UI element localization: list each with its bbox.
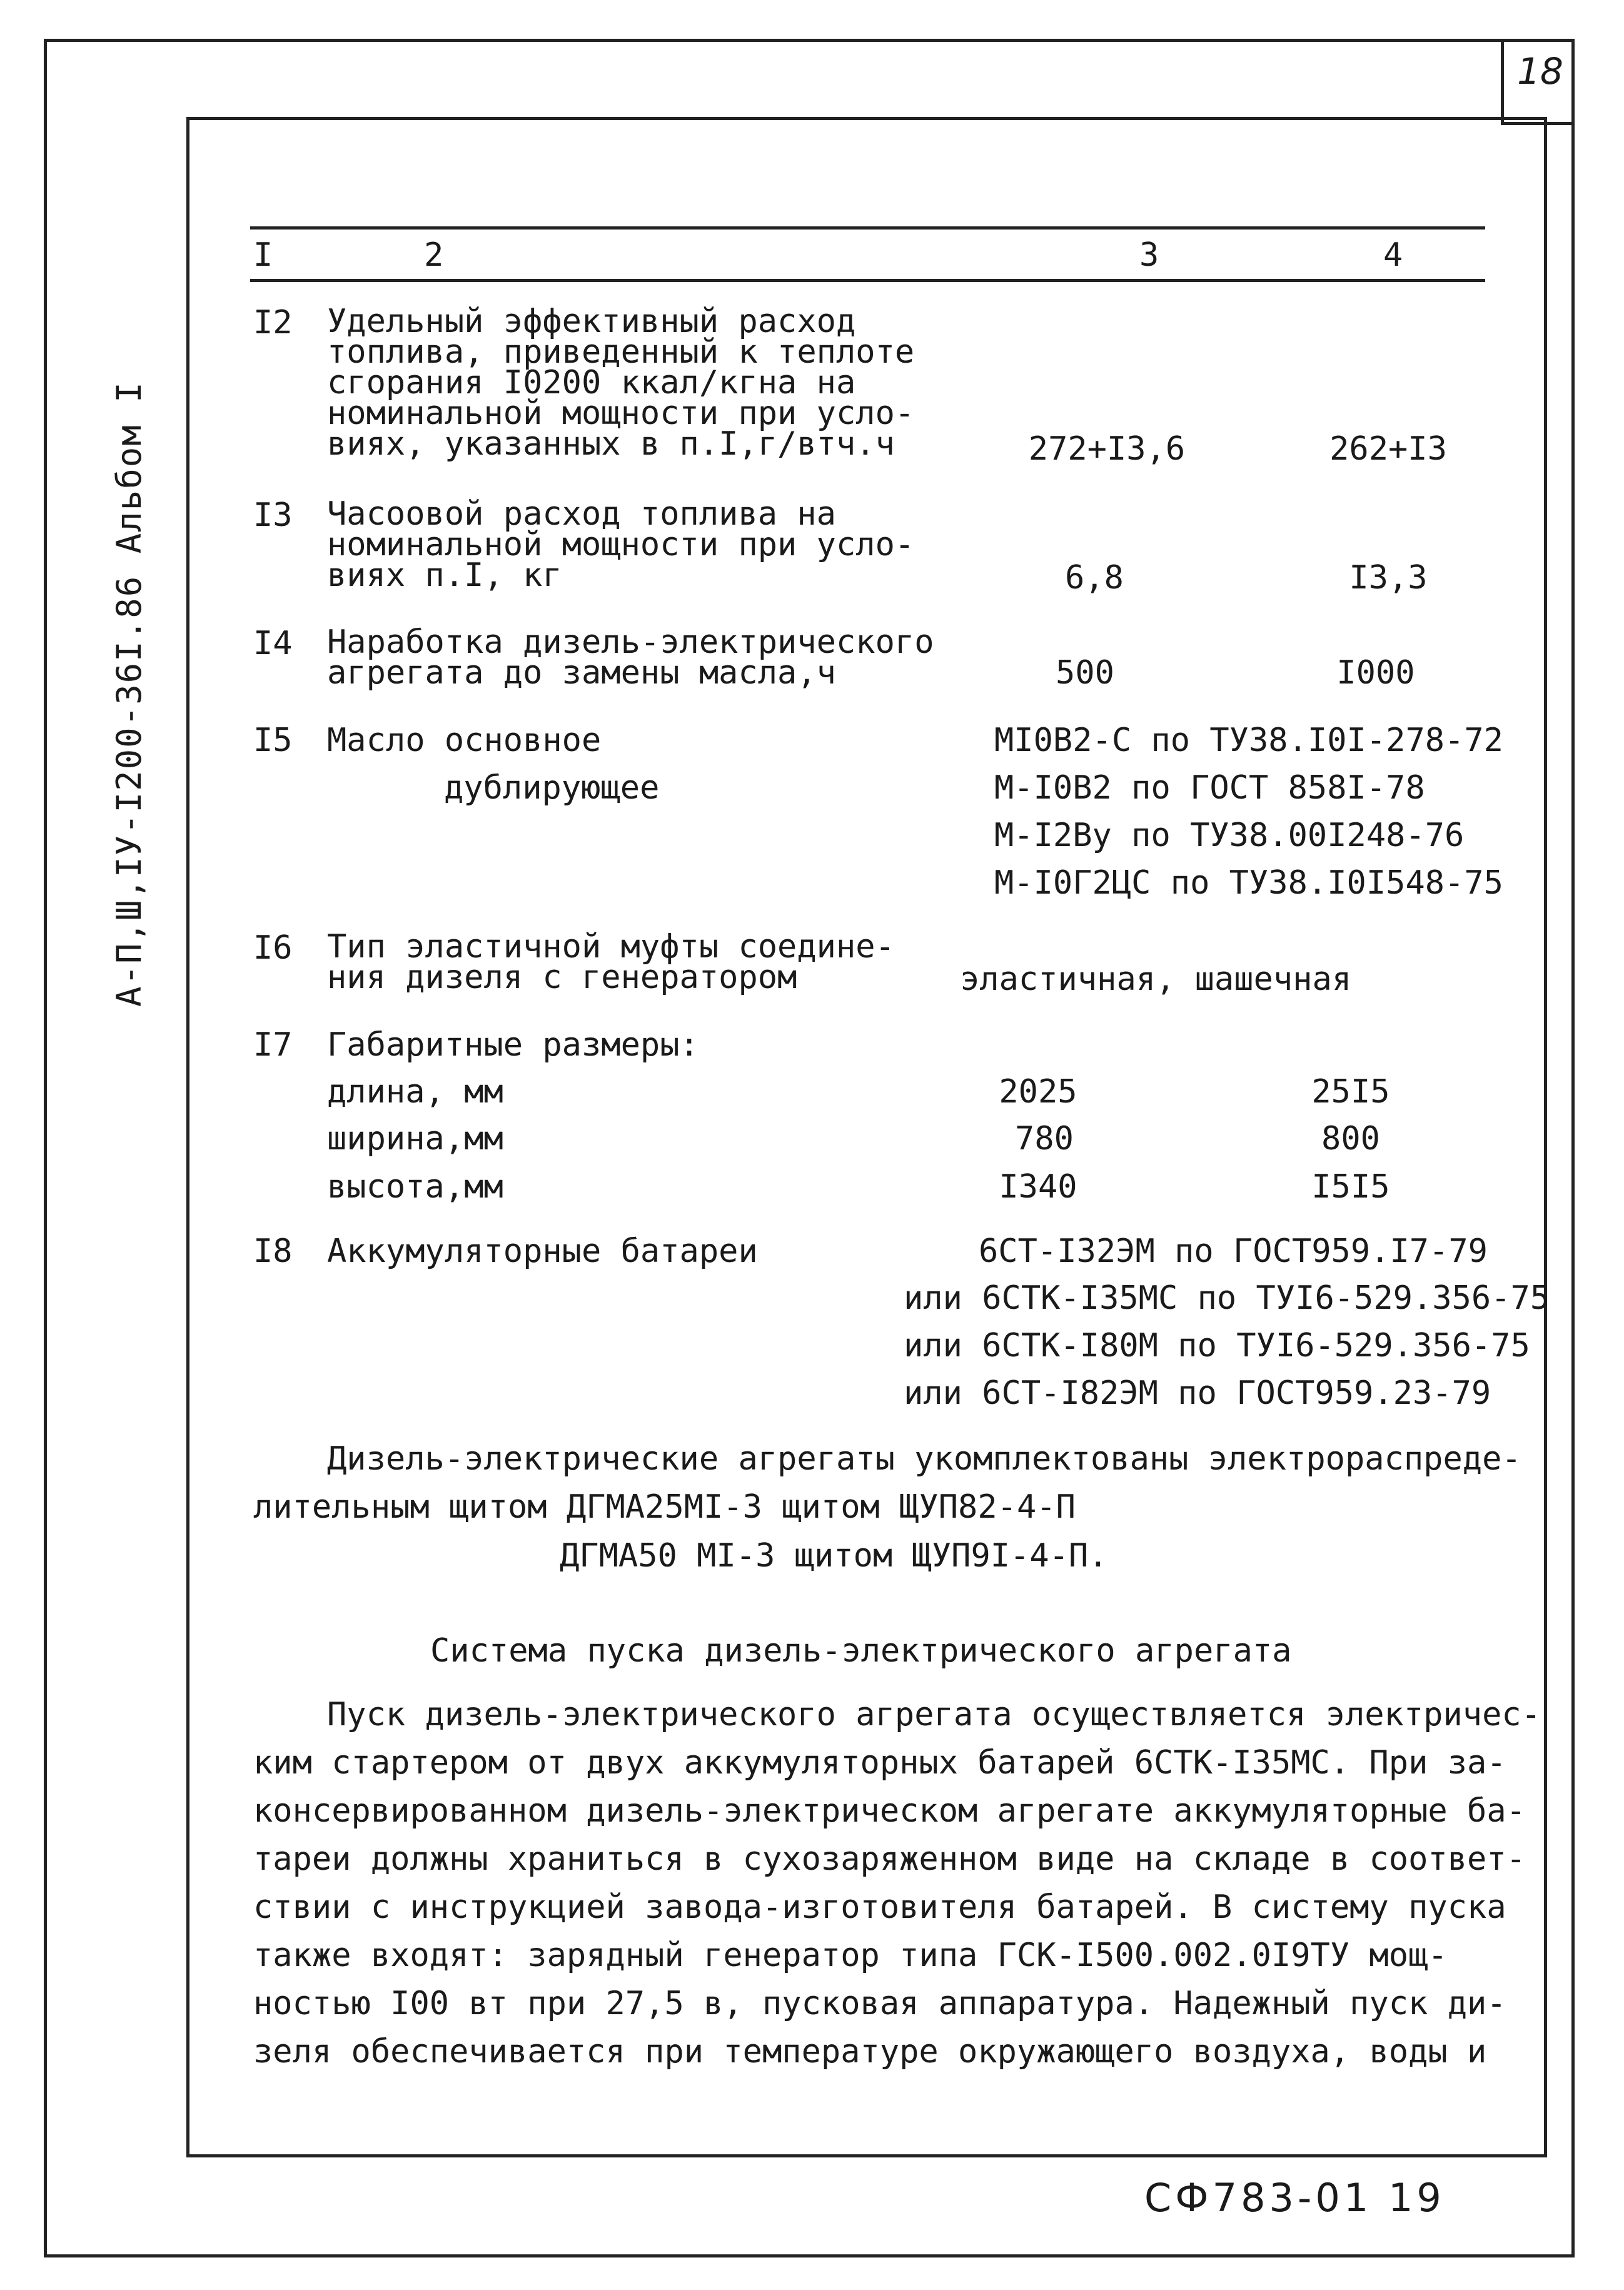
row-value-col3: 272+I3,6: [1028, 430, 1186, 468]
note-line: лительным щитом ДГМА25МI-3 щитом ЩУП82-4-П: [253, 1488, 1076, 1526]
paragraph-line: также входят: зарядный генератор типа ГСК-I500.002.0I9ТУ мощ-: [253, 1937, 1448, 1974]
document-code: СФ783-01 19: [1144, 2175, 1445, 2221]
row-description-line: Тип эластичной муфты соедине-: [327, 928, 895, 966]
battery-option: или 6СТК-I35МС по ТУI6-529.356-75: [904, 1279, 1550, 1317]
dimension-label: ширина,мм: [327, 1120, 503, 1158]
header-col-3: 3: [1139, 236, 1159, 274]
oil-grade: М-I2Ву по ТУ38.00I248-76: [994, 817, 1465, 854]
row-description: [327, 623, 934, 692]
row-value-col4: I000: [1336, 654, 1415, 692]
table-top-rule: [250, 226, 1485, 230]
row-description-line: номинальной мощности при усло-: [327, 525, 915, 563]
row-description-line: Удельный эффективный расход: [327, 303, 856, 340]
oil-main-label: Масло основное: [327, 722, 602, 759]
page-number: 18: [1517, 50, 1563, 93]
dimension-label: длина, мм: [327, 1073, 503, 1111]
table-header-rule: [250, 279, 1485, 282]
paragraph-line: Пуск дизель-электрического агрегата осуществляется электричес-: [327, 1696, 1541, 1733]
battery-option: 6СТ-I32ЭМ по ГОСТ959.I7-79: [979, 1233, 1488, 1270]
row-number: I4: [253, 625, 293, 662]
oil-grade: М-I0Г2ЦС по ТУ38.I0I548-75: [994, 864, 1503, 902]
side-label: А-П,Ш,IУ-I200-36I.86 Альбом I: [109, 381, 149, 1007]
dimension-value-col4: I5I5: [1311, 1168, 1390, 1206]
row-description-line: сгорания I0200 ккал/кгна на: [327, 363, 856, 401]
oil-grade: МI0В2-С по ТУ38.I0I-278-72: [994, 722, 1503, 759]
row-description: [327, 495, 915, 594]
battery-option: или 6СТ-I82ЭМ по ГОСТ959.23-79: [904, 1375, 1491, 1412]
dimension-value-col3: I340: [999, 1168, 1077, 1206]
row-value-col4: 262+I3: [1329, 430, 1447, 468]
oil-grade: М-I0В2 по ГОСТ 858I-78: [994, 769, 1425, 807]
paragraph-line: ствии с инструкцией завода-изготовителя батарей. В систему пуска: [253, 1889, 1506, 1926]
row-number: I5: [253, 722, 293, 759]
row-number: I2: [253, 304, 293, 341]
row-description-line: Наработка дизель-электрического: [327, 623, 934, 661]
battery-option: или 6СТК-I80М по ТУI6-529.356-75: [904, 1327, 1530, 1364]
paragraph-line: ким стартером от двух аккумуляторных батарей 6СТК-I35МС. При за-: [253, 1744, 1506, 1782]
row-number: I3: [253, 497, 293, 534]
coupling-type: эластичная, шашечная: [960, 961, 1352, 998]
row-description-line: топлива, приведенный к теплоте: [327, 333, 915, 371]
dimension-value-col3: 780: [1015, 1120, 1074, 1158]
row-value-col3: 6,8: [1065, 559, 1124, 597]
dimension-value-col4: 800: [1321, 1120, 1380, 1158]
oil-backup-label: дублирующее: [444, 769, 660, 807]
row-value-col3: 500: [1056, 654, 1114, 692]
dimension-value-col3: 2025: [999, 1073, 1077, 1111]
row-description-line: виях, указанных в п.I,г/втч.ч: [327, 425, 895, 463]
row-description-line: ния дизеля с генератором: [327, 958, 797, 996]
paragraph-line: ностью I00 вт при 27,5 в, пусковая аппаратура. Надежный пуск ди-: [253, 1985, 1506, 2022]
row-number: I6: [253, 929, 293, 967]
note-line: ДГМА50 МI-3 щитом ЩУП9I-4-П.: [560, 1537, 1108, 1575]
row-description: [327, 303, 915, 463]
row-value-col4: I3,3: [1349, 559, 1428, 597]
row-description-line: Часоовой расход топлива на: [327, 495, 836, 533]
header-col-4: 4: [1383, 236, 1403, 274]
row-number: I8: [253, 1233, 293, 1270]
row-number: I7: [253, 1026, 293, 1064]
row-description: [327, 928, 895, 996]
paragraph-line: консервированном дизель-электрическом агрегате аккумуляторные ба-: [253, 1792, 1526, 1830]
row-description-line: виях п.I, кг: [327, 556, 562, 594]
header-col-1: I: [253, 236, 273, 274]
dimension-value-col4: 25I5: [1311, 1073, 1390, 1111]
header-col-2: 2: [424, 236, 444, 274]
row-description-line: агрегата до замены масла,ч: [327, 653, 836, 692]
dimension-label: высота,мм: [327, 1168, 503, 1206]
battery-label: Аккумуляторные батареи: [327, 1233, 758, 1270]
note-line: Дизель-электрические агрегаты укомплектованы электрораспреде-: [327, 1440, 1521, 1478]
section-title: Система пуска дизель-электрического агрегата: [430, 1632, 1292, 1670]
paragraph-line: зеля обеспечивается при температуре окружающего воздуха, воды и: [253, 2033, 1487, 2071]
row-description-line: номинальной мощности при усло-: [327, 394, 915, 432]
dimensions-title: Габаритные размеры:: [327, 1026, 699, 1064]
paragraph-line: тареи должны храниться в сухозаряженном виде на складе в соответ-: [253, 1840, 1526, 1878]
